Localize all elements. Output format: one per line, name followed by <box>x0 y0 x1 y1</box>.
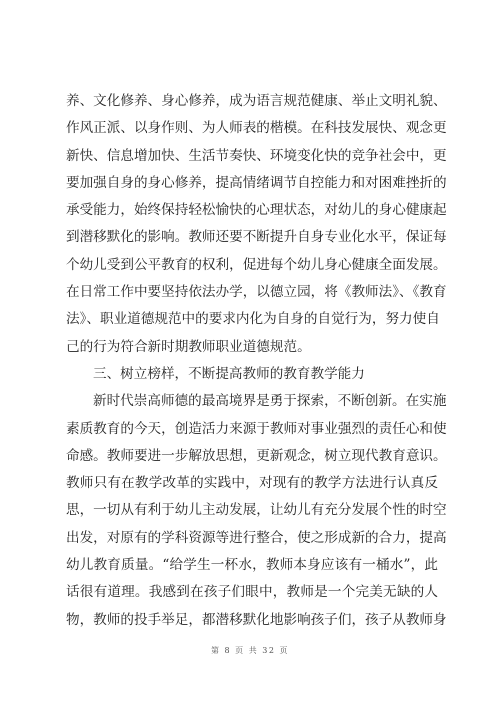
text-line: 承受能力，始终保持轻松愉快的心理状态，对幼儿的身心健康起 <box>66 202 447 219</box>
text-line: 到潜移默化的影响。教师还要不断提升自身专业化水平，保证每 <box>66 229 447 246</box>
text-line: 在日常工作中要坚持依法办学，以德立园，将《教师法》、《教育 <box>66 284 447 301</box>
text-line: 物，教师的投手举足，都潜移默化地影响孩子们，孩子从教师身 <box>66 611 447 628</box>
text-line: 要加强自身的身心修养，提高情绪调节自控能力和对困难挫折的 <box>66 174 447 191</box>
document-body <box>66 88 447 634</box>
text-line: 法》、职业道德规范中的要求内化为自身的自觉行为，努力使自 <box>66 311 440 328</box>
text-line: 话很有道理。我感到在孩子们眼中，教师是一个完美无缺的人 <box>66 584 438 601</box>
section-heading: 三、树立榜样，不断提高教师的教育教学能力 <box>93 365 365 382</box>
text-line: 新快、信息增加快、生活节奏快、环境变化快的竞争社会中，更 <box>66 147 447 164</box>
text-line: 新时代崇高师德的最高境界是勇于探索，不断创新。在实施 <box>93 393 447 410</box>
page-footer: 第 8 页 共 32 页 <box>211 646 289 655</box>
text-line: 个幼儿受到公平教育的权利，促进每个幼儿身心健康全面发展。 <box>66 256 447 273</box>
text-line: 幼儿教育质量。“给学生一杯水，教师本身应该有一桶水”，此 <box>66 557 438 574</box>
text-line: 素质教育的今天，创造活力来源于教师对事业强烈的责任心和使 <box>66 420 447 437</box>
text-line: 出发，对原有的学科资源等进行整合，使之形成新的合力，提高 <box>66 529 447 546</box>
text-line: 己的行为符合新时期教师职业道德规范。 <box>66 338 311 355</box>
text-line: 养、文化修养、身心修养，成为语言规范健康、举止文明礼貌、 <box>66 93 447 109</box>
text-line: 作风正派、以身作则、为人师表的楷模。在科技发展快、观念更 <box>66 120 447 137</box>
text-line: 教师只有在教学改革的实践中，对现有的教学方法进行认真反 <box>66 475 438 492</box>
text-line: 命感。教师要进一步解放思想，更新观念，树立现代教育意识。 <box>66 447 447 464</box>
text-line: 思，一切从有利于幼儿主动发展，让幼儿有充分发展个性的时空 <box>66 502 447 519</box>
